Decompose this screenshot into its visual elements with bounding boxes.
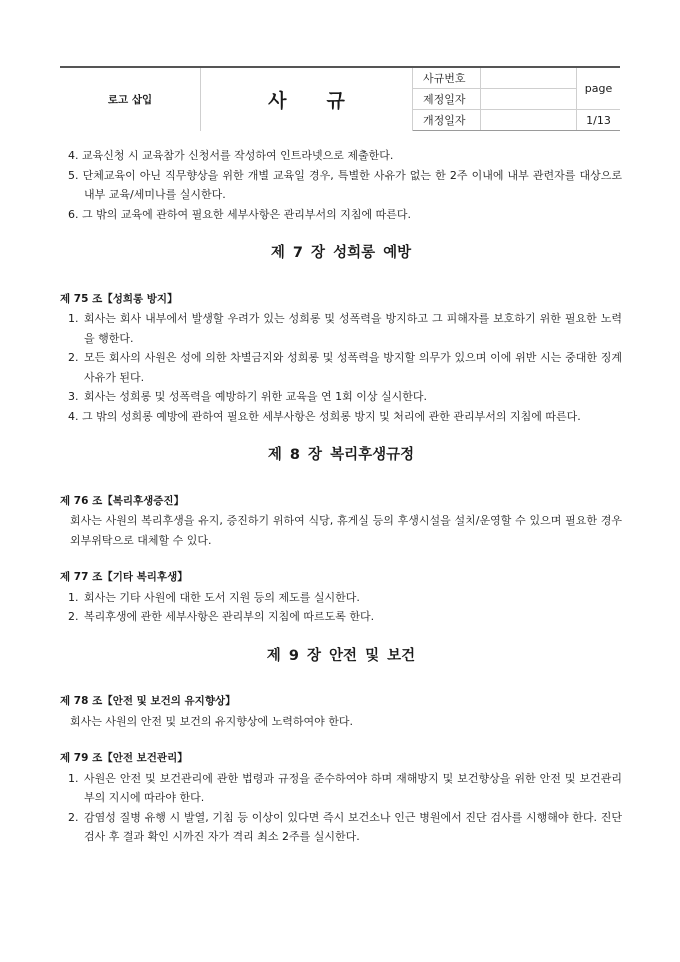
field-value-revision-date <box>481 110 577 131</box>
list-number: 4. <box>68 409 79 423</box>
list-number: 2. <box>68 810 79 824</box>
chapter-heading: 제 7 장 성희롱 예방 <box>270 245 412 261</box>
article-text: 회사는 사원의 복리후생을 유지, 증진하기 위하여 식당, 휴게실 등의 후생시설을 설치/운영할 수 있으며 필요한 경우 외부위탁으로 대체할 수 있다. <box>70 514 622 547</box>
list-number: 1. <box>68 312 79 325</box>
page-number: 1/13 <box>577 110 621 131</box>
field-value-regulation-number <box>481 67 577 89</box>
list-text: 회사는 성희롱 및 성폭력을 예방하기 위한 교육을 연 1회 이상 실시한다. <box>84 390 427 403</box>
article-heading: 제 76 조【복리후생증진】 <box>60 494 185 507</box>
article-heading: 제 77 조【기타 복리후생】 <box>60 571 188 583</box>
article-heading: 제 75 조【성희롱 방지】 <box>60 292 178 305</box>
article-heading: 제 79 조【안전 보건관리】 <box>60 752 188 764</box>
list-item <box>60 808 622 847</box>
list-number: 2. <box>68 610 79 623</box>
list-item: 4. 교육신청 시 교육참가 신청서를 작성하여 인트라넷으로 제출한다. <box>68 149 394 162</box>
title-char-left: 사 <box>268 89 287 112</box>
list-text: 회사는 기타 사원에 대한 도서 지원 등의 제도를 실시한다. <box>84 590 360 604</box>
list-text: 회사는 회사 내부에서 발생할 우려가 있는 성희롱 및 성폭력을 방지하고 그 피해자를 보호하기 위한 필요한 노력을 행한다. <box>84 312 622 345</box>
article-text: 회사는 사원의 안전 및 보건의 유지향상에 노력하여야 한다. <box>70 714 353 728</box>
page-label: page <box>577 67 621 110</box>
title-char-right: 규 <box>326 89 345 112</box>
list-number: 3. <box>68 390 79 403</box>
chapter-heading: 제 9 장 안전 및 보건 <box>266 647 416 664</box>
list-number: 2. <box>68 351 79 364</box>
list-item <box>60 407 622 427</box>
list-item <box>60 387 622 407</box>
list-text: 감염성 질병 유행 시 발열, 기침 등 이상이 있다면 즉시 보건소나 인근 병원에서 진단 검사를 시행해야 한다. 진단 검사 후 결과 확인 시까진 자가 격리 최소 2주를 실시한다. <box>84 810 622 843</box>
list-item: 5. 단체교육이 아닌 직무향상을 위한 개별 교육일 경우, 특별한 사유가 없는 한 2주 이내에 내부 관련자를 대상으로 내부 교육/세미나를 실시한다. <box>68 168 622 201</box>
field-value-enactment-date <box>481 89 577 110</box>
document-title <box>201 67 413 131</box>
list-item <box>60 348 622 387</box>
field-label-revision-date: 개정일자 <box>413 110 481 131</box>
list-item <box>60 588 622 608</box>
logo-placeholder: 로고 삽입 <box>60 67 201 131</box>
list-text: 복리후생에 관한 세부사항은 관리부의 지침에 따르도록 한다. <box>84 610 375 623</box>
field-label-regulation-number: 사규번호 <box>413 67 481 89</box>
list-item <box>60 309 622 348</box>
list-item <box>60 607 622 627</box>
list-number: 1. <box>68 771 79 785</box>
list-item: 6. 그 밖의 교육에 관하여 필요한 세부사항은 관리부서의 지침에 따른다. <box>68 207 411 221</box>
document-header <box>60 66 620 131</box>
chapter-heading: 제 8 장 복리후생규정 <box>267 447 415 463</box>
document-body <box>60 146 622 847</box>
list-number: 1. <box>68 590 79 604</box>
article-heading: 제 78 조【안전 및 보건의 유지향상】 <box>60 695 236 707</box>
list-text: 모든 회사의 사원은 성에 의한 차별금지와 성희롱 및 성폭력을 방지할 의무가 있으며 이에 위반 시는 중대한 징계사유가 된다. <box>84 351 622 384</box>
list-item <box>60 769 622 808</box>
list-text: 사원은 안전 및 보건관리에 관한 법령과 규정을 준수하여야 하며 재해방지 및 보건향상을 위한 안전 및 보건관리부의 지시에 따라야 한다. <box>84 771 622 804</box>
list-text: 그 밖의 성희롱 예방에 관하여 필요한 세부사항은 성희롱 방지 및 처리에 관한 관리부서의 지침에 따른다. <box>82 409 581 423</box>
field-label-enactment-date: 제정일자 <box>413 89 481 110</box>
